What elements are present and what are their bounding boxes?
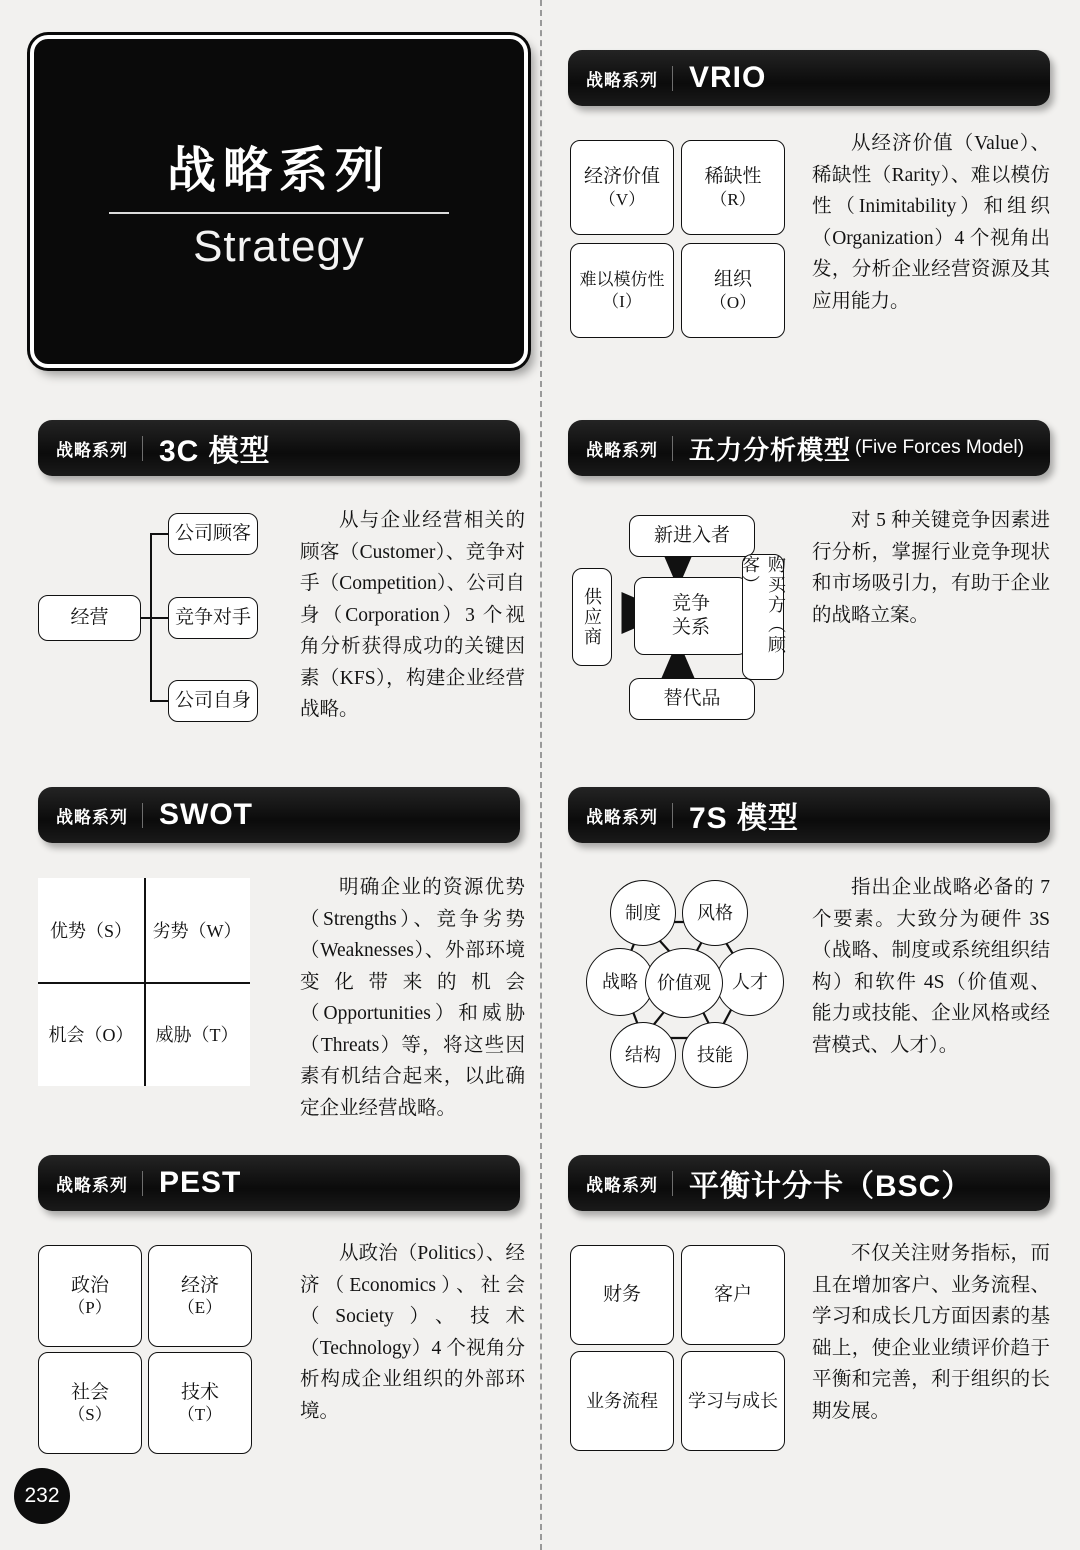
section-title: PEST — [159, 1166, 242, 1199]
section-text-vrio: 从经济价值（Value）、稀缺性（Rarity）、难以模仿性（Inimitability）和组织（Organization）4 个视角出发，分析企业经营资源及其应用能力。 — [812, 133, 1050, 312]
7s-node-system: 制度 — [610, 880, 676, 946]
section-header-swot — [38, 787, 520, 843]
section-title: 3C 模型 — [159, 435, 271, 468]
five-forces-suppliers: 供应商 — [572, 568, 612, 666]
series-label: 战略系列 — [586, 1171, 673, 1196]
section-text-3c: 从与企业经营相关的顾客（Customer）、竞争对手（Competition）、公司自身（Corporation）3 个视角分析获得成功的关键因素（KFS），构建企业经营战略。 — [300, 510, 525, 721]
vrio-cell-organization-label: 组织 — [713, 269, 752, 290]
swot-cell-threats: 威胁（T） — [144, 982, 250, 1086]
node-3c-corporation: 公司自身 — [168, 680, 258, 722]
7s-node-shared-values: 价值观 — [645, 948, 723, 1018]
vrio-cell-inimitability-label: 难以模仿性 — [579, 270, 665, 290]
series-label: 战略系列 — [56, 803, 143, 828]
connector-3c-mid — [150, 617, 168, 619]
section-header-pest — [38, 1155, 520, 1211]
section-title: 五力分析模型 — [689, 434, 852, 465]
five-forces-center-line1: 竞争 — [671, 593, 710, 615]
section-title: VRIO — [689, 61, 767, 94]
section-header-five-forces — [568, 420, 1050, 476]
section-text-five-forces: 对 5 种关键竞争因素进行分析，掌握行业竞争现状和市场吸引力，有助于企业的战略立案。 — [812, 510, 1050, 626]
bsc-cell-learning: 学习与成长 — [681, 1351, 785, 1451]
section-header-3c — [38, 420, 520, 476]
series-label: 战略系列 — [586, 803, 673, 828]
page-number: 232 — [14, 1468, 70, 1524]
swot-cell-strengths: 优势（S） — [38, 878, 144, 982]
7s-node-structure: 结构 — [610, 1022, 676, 1088]
hero-divider — [109, 212, 449, 214]
section-header-7s — [568, 787, 1050, 843]
section-text-bsc: 不仅关注财务指标，而且在增加客户、业务流程、学习和成长几方面因素的基础上，使企业业绩评价趋于平衡和完善，利于组织的长期发展。 — [812, 1243, 1050, 1422]
series-label: 战略系列 — [56, 436, 143, 461]
pest-cell-politics-code: （P） — [68, 1298, 112, 1318]
connector-3c-top — [150, 533, 168, 535]
series-label: 战略系列 — [586, 66, 673, 91]
pest-cell-society — [38, 1352, 142, 1454]
hero-title-card — [30, 35, 528, 368]
vrio-cell-organization — [681, 243, 785, 338]
series-label: 战略系列 — [56, 1171, 143, 1196]
7s-node-strategy: 战略 — [586, 948, 654, 1016]
pest-cell-technology-code: （T） — [177, 1405, 223, 1425]
vrio-cell-inimitability-code: （I） — [602, 291, 642, 311]
pest-cell-society-code: （S） — [68, 1405, 112, 1425]
vrio-cell-organization-code: （O） — [709, 292, 757, 312]
vrio-cell-value-label: 经济价值 — [583, 166, 660, 187]
pest-cell-politics-label: 政治 — [70, 1274, 109, 1296]
pest-cell-technology — [148, 1352, 252, 1454]
node-3c-root: 经营 — [38, 595, 141, 641]
page-divider — [540, 0, 542, 1550]
five-forces-center — [634, 577, 748, 655]
vrio-cell-rarity-code: （R） — [710, 189, 756, 209]
7s-node-style: 风格 — [682, 880, 748, 946]
five-forces-substitutes: 替代品 — [629, 678, 755, 720]
hero-title-chinese: 战略系列 — [166, 143, 391, 198]
7s-node-skills: 技能 — [682, 1022, 748, 1088]
five-forces-new-entrants: 新进入者 — [629, 515, 755, 557]
swot-divider-horizontal — [38, 982, 250, 984]
section-header-bsc — [568, 1155, 1050, 1211]
section-text-pest: 从政治（Politics）、经济（Economics）、社会（Society）、技术（Technology）4 个视角分析构成企业组织的外部环境。 — [300, 1243, 525, 1422]
pest-cell-economics-label: 经济 — [180, 1274, 219, 1296]
section-header-vrio — [568, 50, 1050, 106]
section-subtitle: (Five Forces Model) — [855, 437, 1024, 458]
bsc-cell-finance: 财务 — [570, 1245, 674, 1345]
node-3c-competition: 竞争对手 — [168, 597, 258, 639]
vrio-cell-inimitability — [570, 243, 674, 338]
swot-cell-opportunities: 机会（O） — [38, 982, 144, 1086]
swot-cell-weaknesses: 劣势（W） — [144, 878, 250, 982]
section-title: 平衡计分卡（BSC） — [689, 1170, 973, 1203]
bsc-cell-customer: 客户 — [681, 1245, 785, 1345]
series-label: 战略系列 — [586, 436, 673, 461]
section-title: SWOT — [159, 798, 253, 831]
bsc-cell-process: 业务流程 — [570, 1351, 674, 1451]
pest-cell-technology-label: 技术 — [180, 1381, 219, 1403]
five-forces-buyers: 购买方（顾客） — [742, 554, 784, 680]
7s-node-staff: 人才 — [716, 948, 784, 1016]
vrio-cell-value-code: （V） — [598, 189, 646, 209]
pest-cell-economics — [148, 1245, 252, 1347]
connector-3c-bottom — [150, 700, 168, 702]
pest-cell-politics — [38, 1245, 142, 1347]
hero-title-english: Strategy — [193, 221, 365, 271]
vrio-cell-rarity-label: 稀缺性 — [704, 166, 762, 187]
pest-cell-society-label: 社会 — [70, 1381, 109, 1403]
section-title: 7S 模型 — [689, 802, 800, 835]
section-text-swot: 明确企业的资源优势（Strengths）、竞争劣势（Weaknesses）、外部环境变化带来的机会（Opportunities）和威胁（Threats）等，将这些因素有机结合起来，以此确定企业经营战略。 — [300, 877, 525, 1120]
node-3c-customer: 公司顾客 — [168, 513, 258, 555]
vrio-cell-value — [570, 140, 674, 235]
five-forces-center-line2: 关系 — [671, 617, 710, 638]
pest-cell-economics-code: （E） — [177, 1298, 223, 1318]
section-text-7s: 指出企业战略必备的 7 个要素。大致分为硬件 3S（战略、制度或系统组织结构）和软件 4S（价值观、能力或技能、企业风格或经营模式、人才）。 — [812, 877, 1050, 1056]
vrio-cell-rarity — [681, 140, 785, 235]
